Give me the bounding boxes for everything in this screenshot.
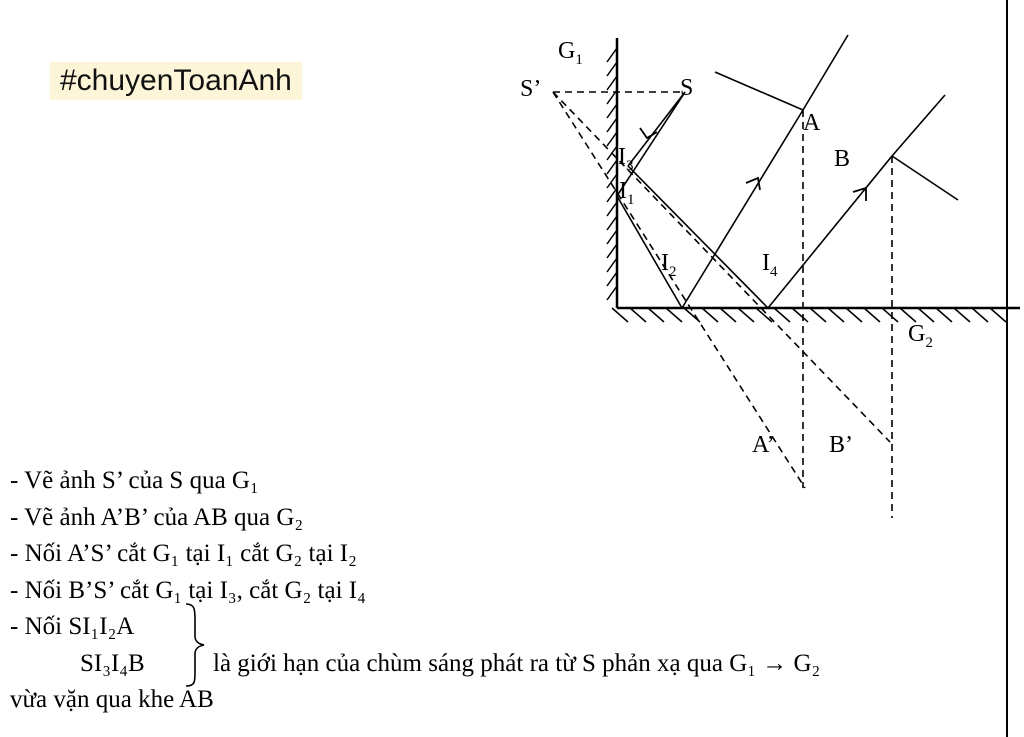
step-6-path: SI₃I₄B [80, 649, 145, 677]
label-i2: $I_2$ [661, 250, 677, 280]
slit-wall-left [715, 72, 803, 110]
step-6 [10, 646, 1000, 683]
arrow-s-i1 [640, 128, 657, 138]
label-i3: $I_3$ [618, 144, 634, 174]
ray-i1-i2 [617, 196, 682, 308]
grouping-brace [183, 602, 207, 688]
label-i4: $I_4$ [762, 250, 778, 280]
label-b: B [834, 146, 851, 172]
step-3: - Nối A’S’ cắt G₁ tại I₁ cắt G₂ tại I₂ [10, 540, 357, 567]
ray-s-i3 [628, 92, 685, 166]
step-7: vừa vặn qua khe AB [10, 686, 214, 713]
line-s-prime-b-prime [553, 92, 890, 442]
ray-a-extension [803, 35, 848, 110]
ray-i2-a [682, 110, 803, 308]
line-s-prime-a-prime [553, 92, 805, 488]
label-g2: $G_2$ [908, 321, 933, 351]
limit-statement: là giới hạn của chùm sáng phát ra từ S phản xạ qua G₁ → G₂ [213, 649, 821, 677]
label-a-prime: A’ [752, 432, 775, 458]
label-i1: $I_1$ [619, 178, 635, 208]
label-a: A [803, 110, 821, 136]
label-g1: $G_1$ [558, 38, 583, 68]
step-4: - Nối B’S’ cắt G₁ tại I₃, cắt G₂ tại I₄ [10, 576, 366, 604]
mirror-g1-hatching [607, 48, 617, 300]
ray-b-extension [892, 95, 945, 156]
ray-i3-i4 [628, 166, 768, 308]
step-2: - Vẽ ảnh A’B’ của AB qua G₂ [10, 503, 304, 531]
ray-i4-b [768, 156, 892, 308]
hashtag-label: #chuyenToanAnh [50, 62, 302, 100]
slit-wall-right [892, 156, 958, 200]
mirror-g2-hatching [612, 308, 1006, 322]
step-5: - Nối SI₁I₂A [10, 613, 135, 640]
label-s-prime: S’ [520, 76, 542, 102]
solution-steps [10, 463, 1000, 719]
ray-arrows [640, 128, 866, 201]
step-1: - Vẽ ảnh S’ của S qua G₁ [10, 467, 259, 494]
label-b-prime: B’ [829, 432, 853, 458]
ray-s-i1 [617, 92, 685, 196]
label-s: S [680, 75, 694, 101]
